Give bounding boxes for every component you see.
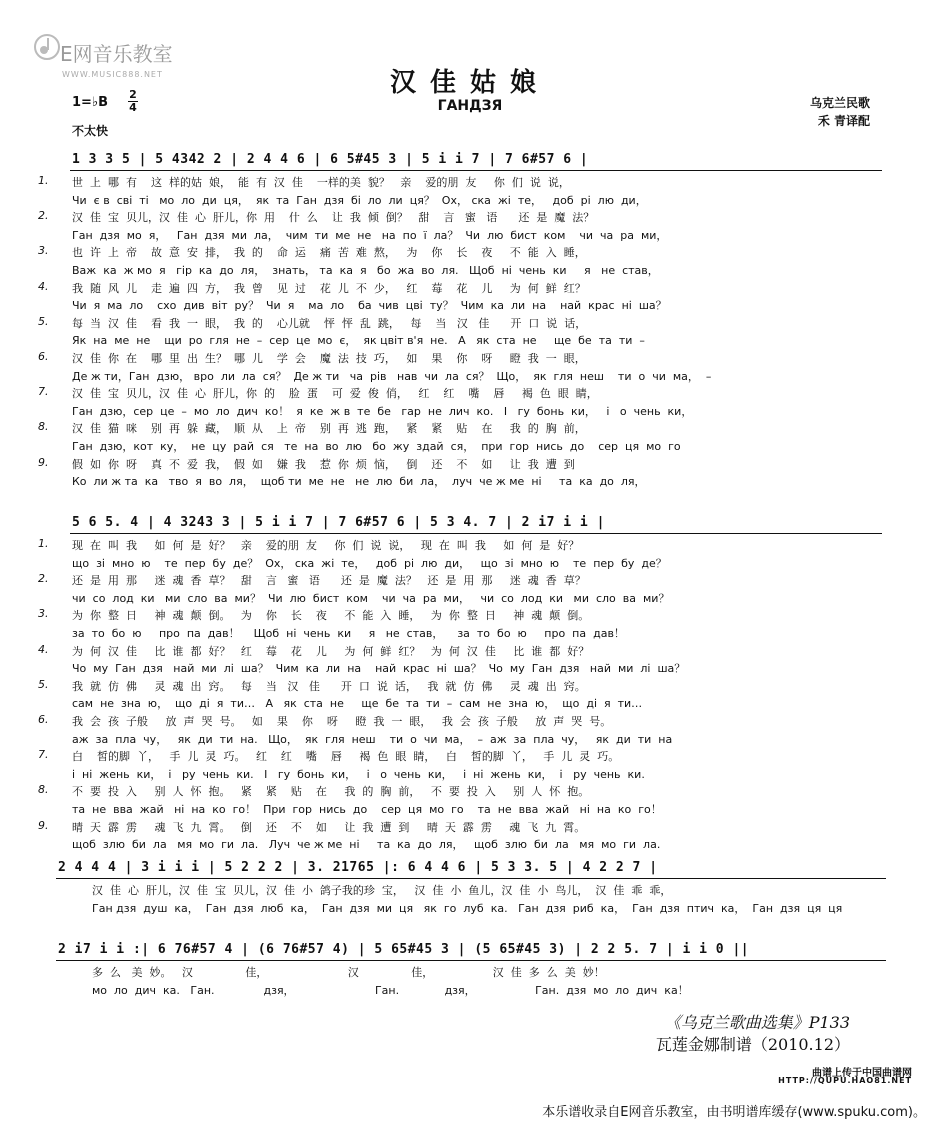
lyric-text: Чо му Ган дзя най ми лі ша？ Чим ка ли на най крас ні ша？ Чо му Ган дзя най ми лі ша？: [72, 662, 686, 676]
verse-number: 3.: [38, 244, 49, 258]
lyric-text: 汉 佳 宝 贝儿，汉 佳 心 肝儿，你 用 什 么 让 我 倾 倒？ 甜 言 蜜 语 还 是 魔 法？: [72, 211, 595, 225]
lyric-text: 汉 佳 宝 贝儿，汉 佳 心 肝儿，你 的 脸 蛋 可 爱 俊 俏， 红 红 嘴 唇 褐 色 眼 睛，: [72, 387, 598, 401]
lyric-text: 白 皙的脚 丫， 手 儿 灵 巧。 红 红 嘴 唇 褐 色 眼 睛， 白 皙的脚 丫， 手 儿 灵 巧。: [72, 750, 620, 764]
lyric-text: 每 当 汉 佳 看 我 一 眼， 我 的 心儿就 怦 怦 乱 跳， 每 当 汉 佳 开 口 说 话，: [72, 316, 587, 330]
logo-url: WWW.MUSIC888.NET: [62, 70, 163, 79]
verse-number: 8.: [38, 783, 49, 797]
lyric-text: 世 上 哪 有 这 样的姑 娘， 能 有 汉 佳 一样的美 貌？ 亲 爱的朋 友 你 们 说 说，: [72, 176, 570, 189]
notation-underline-1: [70, 170, 882, 171]
lyric-text: чи со лод ки ми сло ва ми？ Чи лю бист ком чи ча ра ми， чи со лод ки ми сло ва ми？: [72, 591, 670, 605]
lyric-text: 我 随 风 儿 走 遍 四 方， 我 曾 见 过 花 儿 不 少， 红 莓 花 儿 为 何 鲜 红？: [72, 281, 586, 295]
upload-url: HTTP://QUPU.HAO81.NET: [778, 1076, 912, 1085]
lyric-text: Ган дзю，кот ку， не цу рай ся те на во лю бо жу здай ся， при гор нись до сер ця мо го: [72, 440, 681, 453]
tempo-marking: 不太快: [72, 124, 109, 138]
verse-number: 6.: [38, 350, 49, 363]
song-title: 汉佳姑娘: [389, 68, 550, 98]
upload-note: 曲谱上传于中国曲谱网: [812, 1068, 912, 1079]
lyric-text: Ган дзя мо я， Ган дзя ми ла， чим ти ме не на по ї ла？ Чи лю бист ком чи ча ра ми，: [72, 228, 668, 242]
source-citation: 《乌克兰歌曲选集》P133: [664, 1013, 850, 1032]
verse-number: 2.: [38, 209, 49, 223]
lyric-text: щоб злю би ла мя мо ги ла. Луч че ж ме ні та ка до ля， щоб злю би ла мя мо ги ла.: [72, 838, 661, 852]
verse-number: 9.: [38, 455, 49, 469]
verse-number: 8.: [38, 420, 49, 434]
origin-credit: 乌克兰民歌: [809, 96, 870, 110]
time-signature: [128, 90, 138, 113]
lyric-text: 多 么 美 妙。 汉 佳， 汉 佳， 汉 佳 多 么 美 妙！: [92, 966, 605, 979]
notation-underline-2: [70, 533, 882, 534]
lyric-text: 假 如 你 呀 真 不 爱 我， 假 如 嫌 我 惹 你 烦 恼， 倒 还 不 如 让 我 遭 到: [72, 457, 575, 471]
notation-underline-4: [56, 960, 886, 961]
lyric-text: Чи я ма ло схо див віт ру？ Чи я ма ло ба чив цві ту？ Чим ка ли на най крас ні ша？: [72, 299, 667, 313]
lyric-text: Важ ка ж мо я гір ка до ля， знать， та ка я бо жа во ля. Щоб ні чень ки я не став，: [72, 264, 659, 277]
lyric-text: 汉 佳 你 在 哪 里 出 生？ 哪 儿 学 会 魔 法 技 巧， 如 果 你 呀 瞪 我 一 眼，: [72, 352, 586, 365]
verse-number: 5.: [38, 677, 49, 691]
verse-number: 4.: [38, 279, 49, 293]
lyric-text: 现 在 叫 我 如 何 是 好？ 亲 爱的朋 友 你 们 说 说， 现 在 叫 我 如 何 是 好？: [72, 539, 580, 552]
lyric-text: 我 会 孩 子般 放 声 哭 号。 如 果 你 呀 瞪 我 一 眼， 我 会 孩 子般 放 声 哭 号。: [72, 715, 612, 728]
lyric-text: Ган дзя душ ка， Ган дзя люб ка， Ган дзя ми ця як го луб ка. Ган дзя риб ка， Ган дзя птич ка， Ган дзя ця ця: [92, 902, 843, 915]
logo-text: E网音乐教室: [60, 42, 173, 66]
score-maker: 瓦莲金娜制谱（2010.12）: [655, 1035, 850, 1054]
verse-number: 5.: [38, 314, 49, 328]
lyric-text: Як на ме не щи ро гля не – сер це мо є， як цвіт в'я не. А як ста не ще бе та ти –: [72, 334, 645, 348]
time-numerator: 2: [129, 88, 137, 101]
lyric-text: Ган дзю，сер це – мо ло дич ко！ я ке ж в те бе гар не лич ко. І гу бонь ки， і о чень ки，: [72, 404, 693, 418]
lyric-text: сам не зна ю， що ді я ти… А як ста не ще бе та ти – сам не зна ю， що ді я ти…: [72, 697, 643, 711]
verse-number: 9.: [38, 818, 49, 832]
lyric-text: 为 何 汉 佳 比 谁 都 好？ 红 莓 花 儿 为 何 鲜 红？ 为 何 汉 佳 比 谁 都 好？: [72, 644, 590, 658]
lyric-text: що зі мно ю те пер бу де？ Ох， ска жі те， доб рі лю ди， що зі мно ю те пер бу де？: [72, 556, 667, 570]
lyric-text: Чи є в сві ті мо ло ди ця， як та Ган дзя бі ло ли ця？ Ох， ска жі те， доб рі лю ди，: [72, 193, 647, 207]
lyric-text: за то бо ю про па дав！ Щоб ні чень ки я не став， за то бо ю про па дав！: [72, 627, 625, 640]
lyric-text: Ко ли ж та ка тво я во ля， щоб ти ме не не лю би ла， луч че ж ме ні та ка до ля，: [72, 475, 646, 489]
notation-row-1: 1 3 3 5 | 5 4342 2 | 2 4 4 6 | 6 5#45 3 | 5 i i 7 | 7 6#57 6 |: [72, 152, 589, 167]
lyric-text: 不 要 投 入 别 人 怀 抱。 紧 紧 贴 在 我 的 胸 前， 不 要 投 入 别 人 怀 抱。: [72, 785, 590, 799]
verse-number: 2.: [38, 572, 49, 586]
lyric-text: і ні жень ки， і ру чень ки. І гу бонь ки， і о чень ки， і ні жень ки， і ру чень ки.: [72, 767, 645, 781]
lyric-text: 还 是 用 那 迷 魂 香 草？ 甜 言 蜜 语 还 是 魔 法？ 还 是 用 那 迷 魂 香 草？: [72, 574, 586, 588]
verse-number: 4.: [38, 642, 49, 656]
lyric-text: 我 就 仿 佛 灵 魂 出 窍。 每 当 汉 佳 开 口 说 话， 我 就 仿 佛 灵 魂 出 窍。: [72, 679, 586, 693]
lyric-text: 为 你 整 日 神 魂 颠 倒。 为 你 长 夜 不 能 入 睡， 为 你 整 日 神 魂 颠 倒。: [72, 609, 590, 623]
verse-number: 7.: [38, 748, 49, 762]
song-subtitle: ГАНДЗЯ: [437, 98, 503, 114]
footer-note: 本乐谱收录自E网音乐教室，由书明谱库缓存(www.spuku.com)。: [542, 1105, 926, 1120]
key-signature: 1=♭B: [72, 95, 108, 110]
lyric-text: 也 许 上 帝 故 意 安 排， 我 的 命 运 痛 苦 难 熬， 为 你 长 夜 不 能 入 睡，: [72, 246, 586, 260]
verse-number: 7.: [38, 385, 49, 399]
lyric-text: 汉 佳 猫 咪 别 再 躲 藏， 顺 从 上 帝 别 再 逃 跑， 紧 紧 贴 在 我 的 胸 前，: [72, 422, 586, 436]
lyric-text: 汉 佳 心 肝儿，汉 佳 宝 贝儿，汉 佳 小 鸽子我的珍 宝， 汉 佳 小 鱼儿，汉 佳 小 鸟儿， 汉 佳 乖 乖，: [92, 884, 672, 897]
lyric-text: та не вва жай ні на ко го！ При гор нись до сер ця мо го та не вва жай ні на ко го！: [72, 803, 662, 816]
notation-underline-3: [56, 878, 886, 879]
verse-number: 1.: [38, 537, 49, 550]
time-denominator: 4: [129, 101, 137, 114]
lyric-text: мо ло дич ка. Ган. дзя， Ган. дзя， Ган. дзя мо ло дич ка！: [92, 984, 689, 997]
translator-credit: 禾 青译配: [817, 114, 870, 128]
music-logo-icon: [32, 32, 62, 62]
lyric-text: Де ж ти，Ган дзю， вро ли ла ся？ Де ж ти ча рів нав чи ла ся？ Що， як гля неш ти о чи ма， –: [72, 369, 712, 383]
verse-number: 6.: [38, 713, 49, 726]
lyric-text: аж за пла чу， як ди ти на. Що， як гля неш ти о чи ма， – аж за пла чу， як ди ти на: [72, 732, 673, 746]
notation-row-2: 5 6 5. 4 | 4 3243 3 | 5 i i 7 | 7 6#57 6 | 5 3 4. 7 | 2 i7 i i |: [72, 515, 605, 530]
verse-number: 3.: [38, 607, 49, 621]
notation-row-4: 2 i7 i i :| 6 76#57 4 | (6 76#57 4) | 5 65#45 3 | (5 65#45 3) | 2 2 5. 7 | i i 0 ||: [58, 942, 750, 957]
lyric-text: 晴 天 霹 雳 魂 飞 九 霄。 倒 还 不 如 让 我 遭 到 晴 天 霹 雳 魂 飞 九 霄。: [72, 820, 586, 834]
verse-number: 1.: [38, 174, 49, 187]
notation-row-3: 2 4 4 4 | 3 i i i | 5 2 2 2 | 3. 21765 |: 6 4 4 6 | 5 3 3. 5 | 4 2 2 7 |: [58, 860, 658, 875]
